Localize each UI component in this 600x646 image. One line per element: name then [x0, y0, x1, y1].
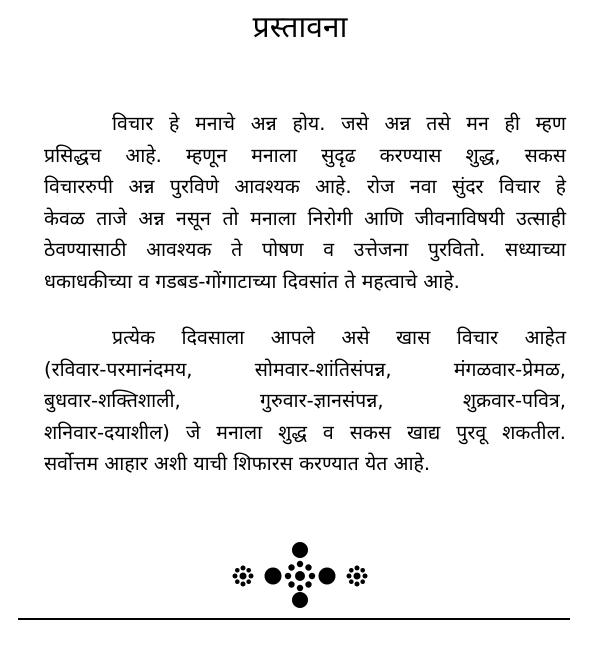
bottom-divider	[18, 618, 570, 620]
floral-ornament-icon	[225, 538, 375, 618]
paragraph-2-line-4: शनिवार-दयाशील) जे मनाला शुद्ध व सकस खाद्य पुरवू शकतील.	[44, 420, 566, 444]
paragraph-1-line-5: ठेवण्यासाठी आवश्यक ते पोषण व उत्तेजना पुरवितो. सध्याच्या	[44, 238, 566, 262]
paragraph-1-line-3: विचाररुपी अन्न पुरविणे आवश्यक आहे. रोज नवा सुंदर विचार हे	[44, 175, 566, 199]
paragraph-2-line-5: सर्वोत्तम आहार अशी याची शिफारस करण्यात येत आहे.	[44, 452, 431, 476]
paragraph-2-line-3: बुधवार-शक्तिशाली, गुरुवार-ज्ञानसंपन्न, शुक्रवार-पवित्र,	[44, 389, 566, 413]
paragraph-1-line-6: धकाधकीच्या व गडबड-गोंगाटाच्या दिवसांत ते महत्वाचे आहे.	[44, 269, 460, 293]
paragraph-2	[44, 322, 566, 480]
paragraph-2-line-1-text: प्रत्येक दिवसाला आपले असे खास विचार आहेत	[112, 326, 566, 349]
paragraph-1-line-1-text: विचार हे मनाचे अन्न होय. जसे अन्न तसे मन ही म्हण	[112, 112, 566, 135]
paragraph-1-line-2: प्रसिद्धच आहे. म्हणून मनाला सुदृढ करण्यास शुद्ध, सकस	[44, 143, 566, 167]
page-title: प्रस्तावना	[252, 10, 348, 45]
paragraph-1-line-1	[44, 108, 566, 140]
paragraph-2-line-1	[44, 322, 566, 354]
paragraph-1-line-4: केवळ ताजे अन्न नसून तो मनाला निरोगी आणि जीवनाविषयी उत्साही	[44, 206, 566, 230]
paragraph-1	[44, 108, 566, 298]
paragraph-2-line-2: (रविवार-परमानंदमय, सोमवार-शांतिसंपन्न, मंगळवार-प्रेमळ,	[44, 357, 566, 381]
